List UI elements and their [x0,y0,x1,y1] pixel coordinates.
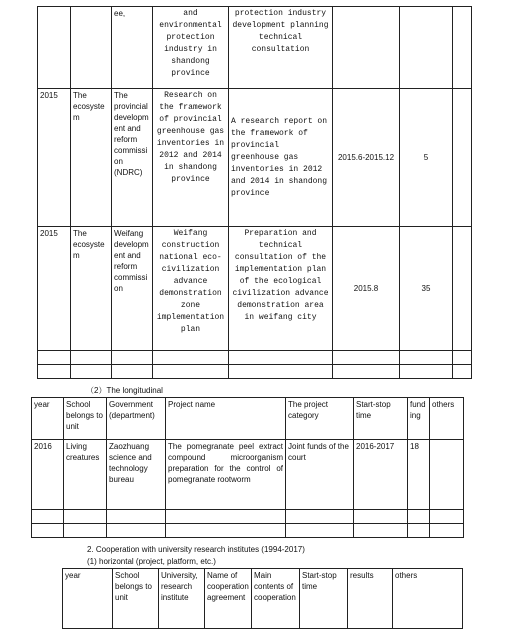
column-header: University, research institute [159,569,205,629]
category-cell: Joint funds of the court [286,440,354,510]
funding-cell: 5 [423,153,429,162]
column-header: The project category [286,398,354,440]
unit-cell: The ecosystem [73,91,105,122]
column-header: School belongs to unit [113,569,159,629]
unit-cell: Living creatures [64,440,107,510]
column-header: School belongs to unit [64,398,107,440]
column-header: others [393,569,463,629]
dept-cell: Weifang development and reform commission [114,229,149,293]
column-header: year [32,398,64,440]
horizontal-projects-table [37,6,472,379]
project-cell: Weifang construction national eco-civilization advance demonstration zone implementation plan [156,229,225,334]
column-header: Project name [166,398,286,440]
contents-cell: A research report on the framework of provincial greenhouse gas inventories in 2012 and 2014 in shandong province [231,116,328,198]
contents-cell: Preparation and technical consultation of the implementation plan of the ecological civilization advance demonstration area in weifang city [232,229,329,322]
dept-cell: Zaozhuang science and technology bureau [107,440,166,510]
cell-text: and environmental protection industry in shandong province [159,9,222,78]
unit-cell: The ecosystem [73,229,105,260]
cell-text: protection industry development planning technical consultation [232,9,329,54]
column-header: Start-stop time [300,569,348,629]
section-subheading: (1) horizontal (project, platform, etc.) [87,557,216,566]
dept-cell: The provincial development and reform commission (NDRC) [114,91,149,177]
column-header: funding [408,398,430,440]
cooperation-table [62,568,463,629]
table-row [32,524,464,538]
table-row [38,7,472,89]
table-header-row [63,569,463,629]
longitudinal-projects-table [31,397,464,538]
year-cell: 2016 [32,440,64,510]
table-row [38,351,472,365]
time-cell: 2016-2017 [354,440,408,510]
time-cell: 2015.8 [353,284,379,293]
table-row [38,89,472,227]
column-header: Main contents of cooperation [252,569,300,629]
column-header: results [348,569,393,629]
project-cell: Research on the framework of provincial greenhouse gas inventories in 2012 and 2014 in shandong province [156,91,225,184]
table-row [32,510,464,524]
project-cell: The pomegranate peel extract compound microorganism preparation for the control of pomegranate rootworm [166,440,286,510]
time-cell: 2015.6-2015.12 [337,153,395,162]
column-header: Start-stop time [354,398,408,440]
column-header: Government (department) [107,398,166,440]
year-cell: 2015 [40,229,58,238]
year-cell: 2015 [40,91,58,100]
table-row [32,440,464,510]
table-row [38,365,472,379]
column-header: others [430,398,464,440]
column-header: year [63,569,113,629]
funding-cell: 18 [408,440,430,510]
column-header: Name of cooperation agreement [205,569,252,629]
funding-cell: 35 [421,284,431,293]
table-row [38,227,472,351]
cell-text: ee, [114,9,126,18]
table-header-row [32,398,464,440]
section-heading: 2. Cooperation with university research institutes (1994-2017) [87,545,305,554]
longitudinal-caption: （2）The longitudinal [86,386,163,395]
